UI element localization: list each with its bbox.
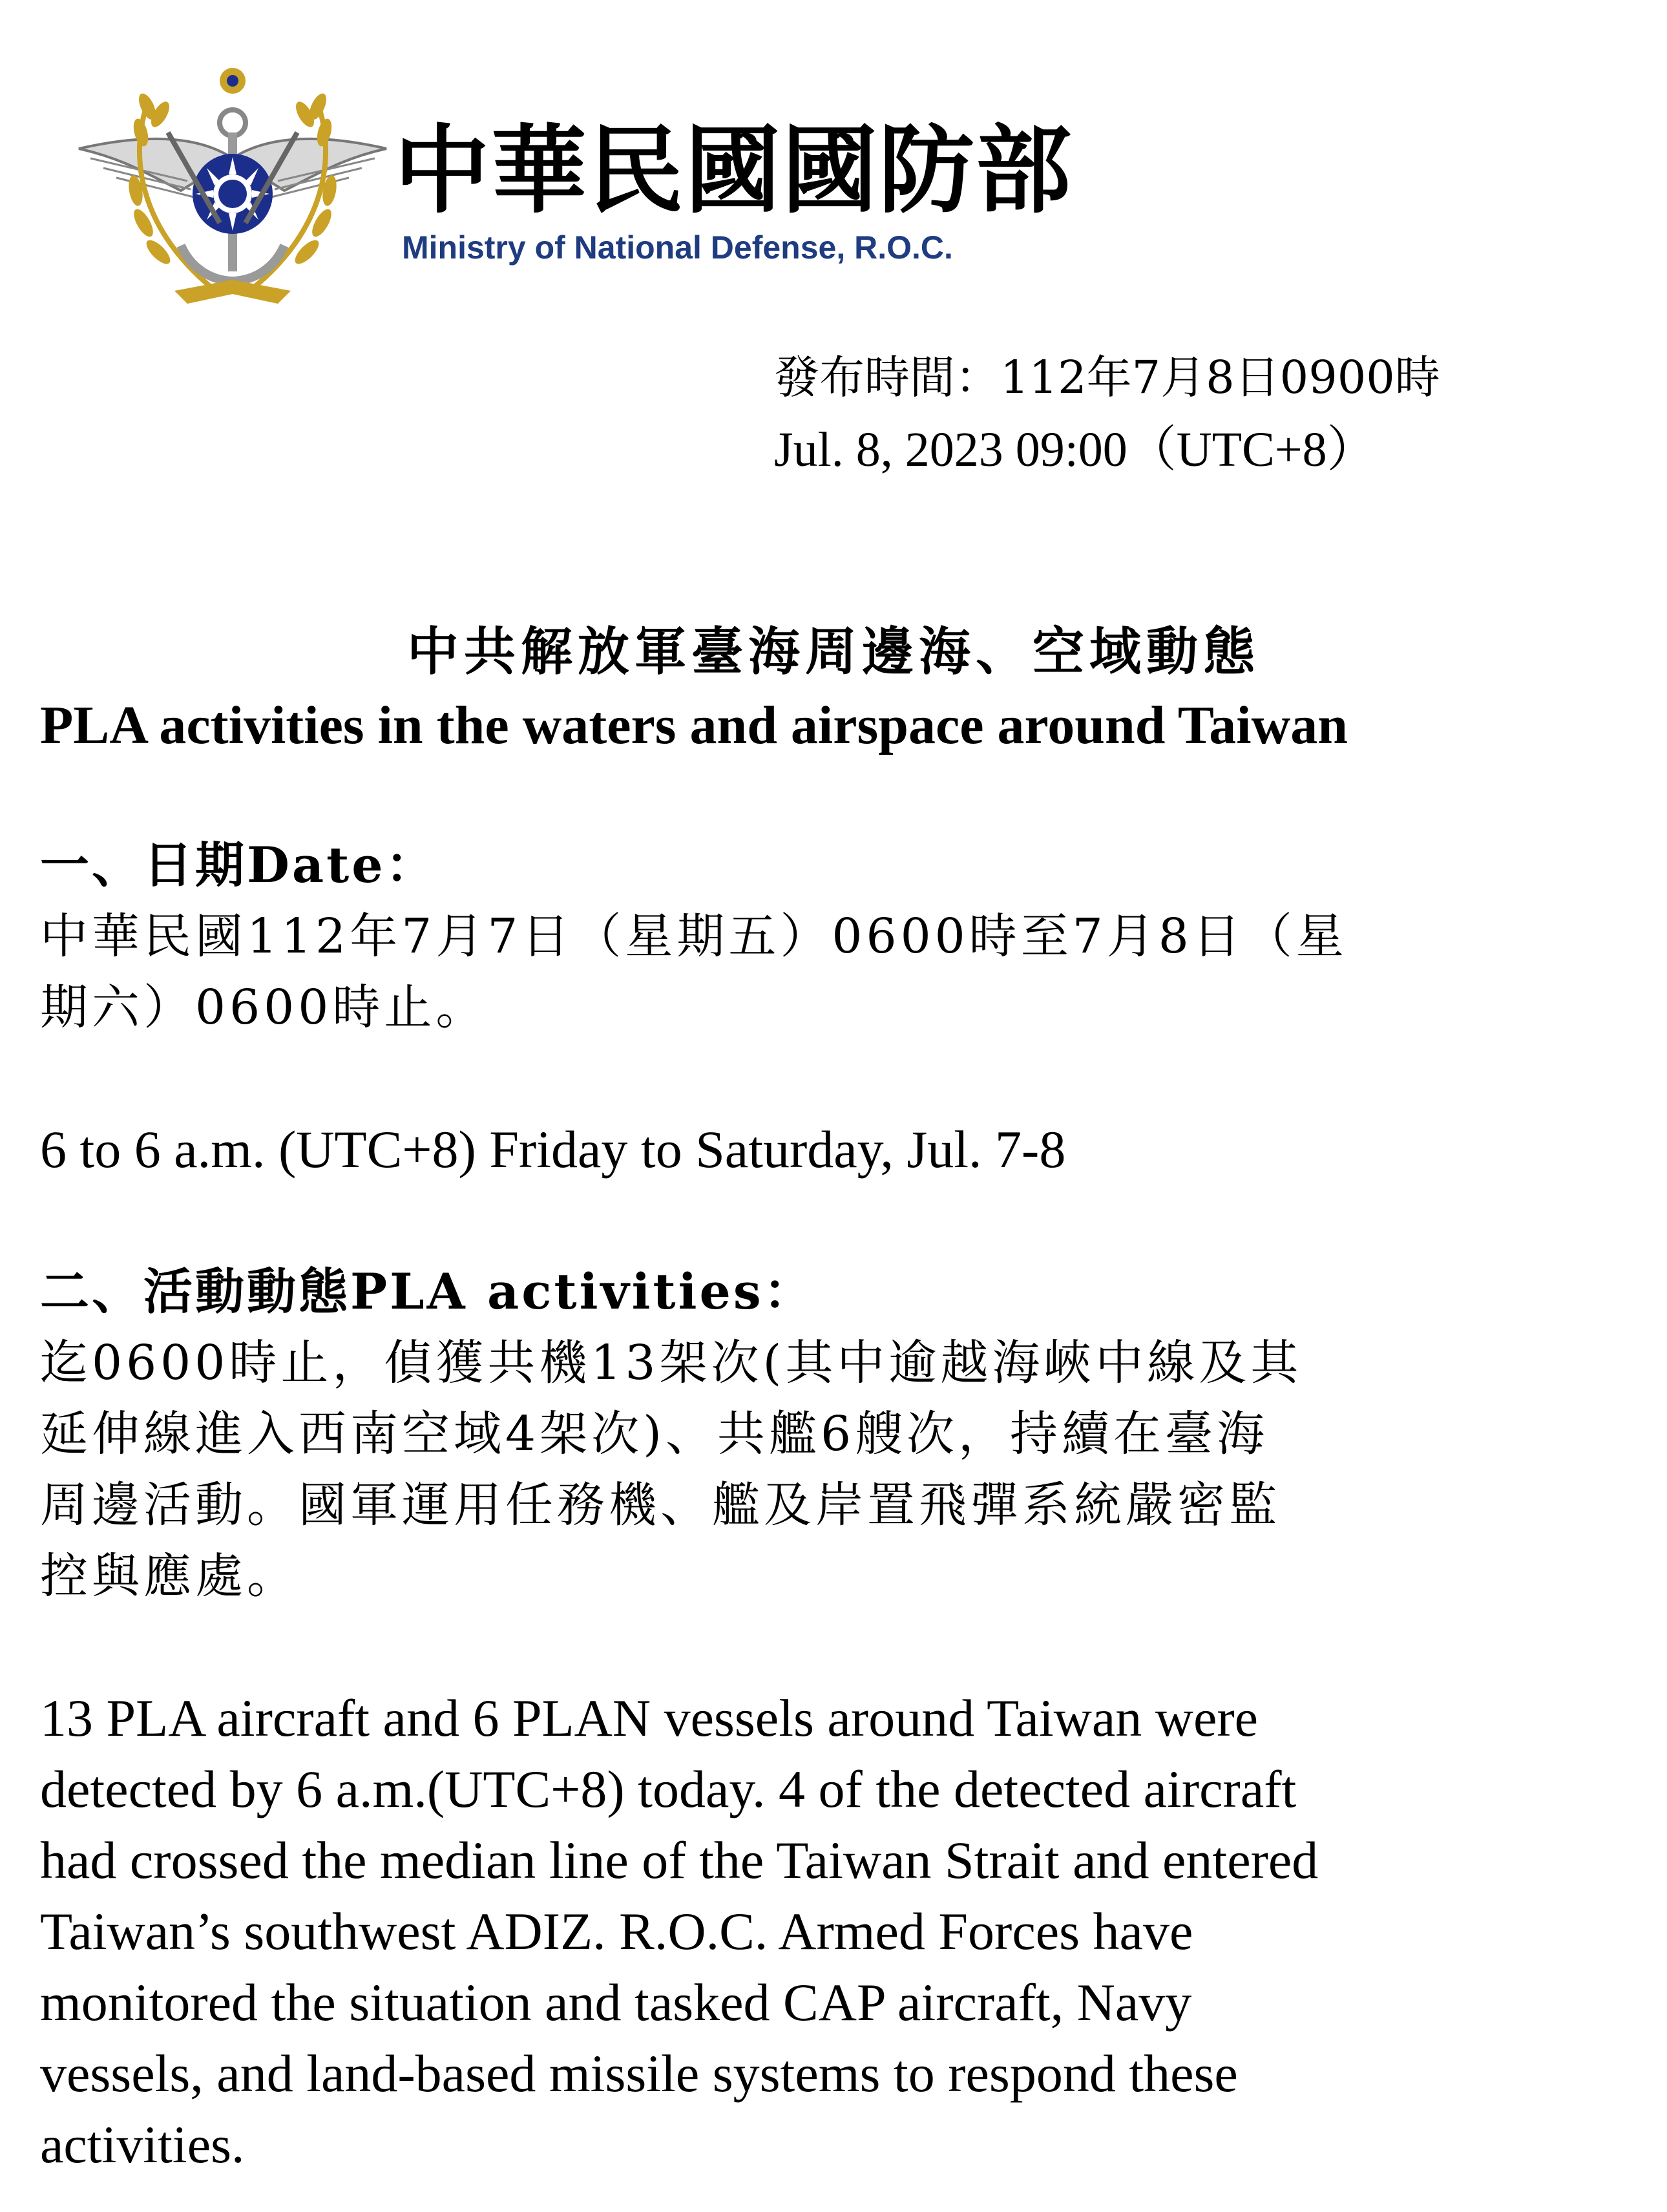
section-activities-zh-text: 迄0600時止，偵獲共機13架次(其中逾越海峽中線及其 延伸線進入西南空域4架次)、共艦6艘次，持續在臺海 周邊活動。國軍運用任務機、艦及岸置飛彈系統嚴密監 控與應處。 — [40, 1335, 1303, 1604]
section-date-zh-text: 中華民國112年7月7日（星期五）0600時至7月8日（星 期六）0600時止。 — [40, 909, 1348, 1035]
org-name-en: Ministry of National Defense, R.O.C. — [402, 229, 953, 266]
release-time-zh: 發布時間：112年7月8日0900時 — [774, 351, 1440, 404]
spacer — [40, 1185, 1604, 1256]
section-date-en-text: 6 to 6 a.m. (UTC+8) Friday to Saturday, Jul. 7-8 — [40, 1120, 1066, 1179]
release-time-en: Jul. 8, 2023 09:00（UTC+8） — [774, 423, 1376, 477]
spacer — [40, 1612, 1604, 1683]
spacer — [40, 1043, 1604, 1114]
document-body — [40, 830, 1604, 2180]
section-date-heading: 一、日期Date： — [40, 836, 437, 894]
mnd-emblem-icon — [71, 61, 394, 320]
title-zh: 中共解放軍臺海周邊海、空域動態 — [407, 621, 1260, 682]
title-en: PLA activities in the waters and airspace around Taiwan — [40, 695, 1348, 755]
section-activities-en-text: 13 PLA aircraft and 6 PLAN vessels around Taiwan were detected by 6 a.m.(UTC+8) today. 4 of the detected aircraft had crossed the median line of the Taiwan Strait and entered Taiwan’s southwest ADIZ. R.O.C. Armed Forces have monitored the situation and tasked CAP aircraft, Navy vessels, and land-based missile systems to respond these activities. — [40, 1689, 1319, 2174]
section-activities-heading: 二、活動動態PLA activities： — [40, 1263, 815, 1320]
org-name-zh: 中華民國國防部 — [394, 115, 1073, 226]
release-time — [774, 341, 1440, 486]
